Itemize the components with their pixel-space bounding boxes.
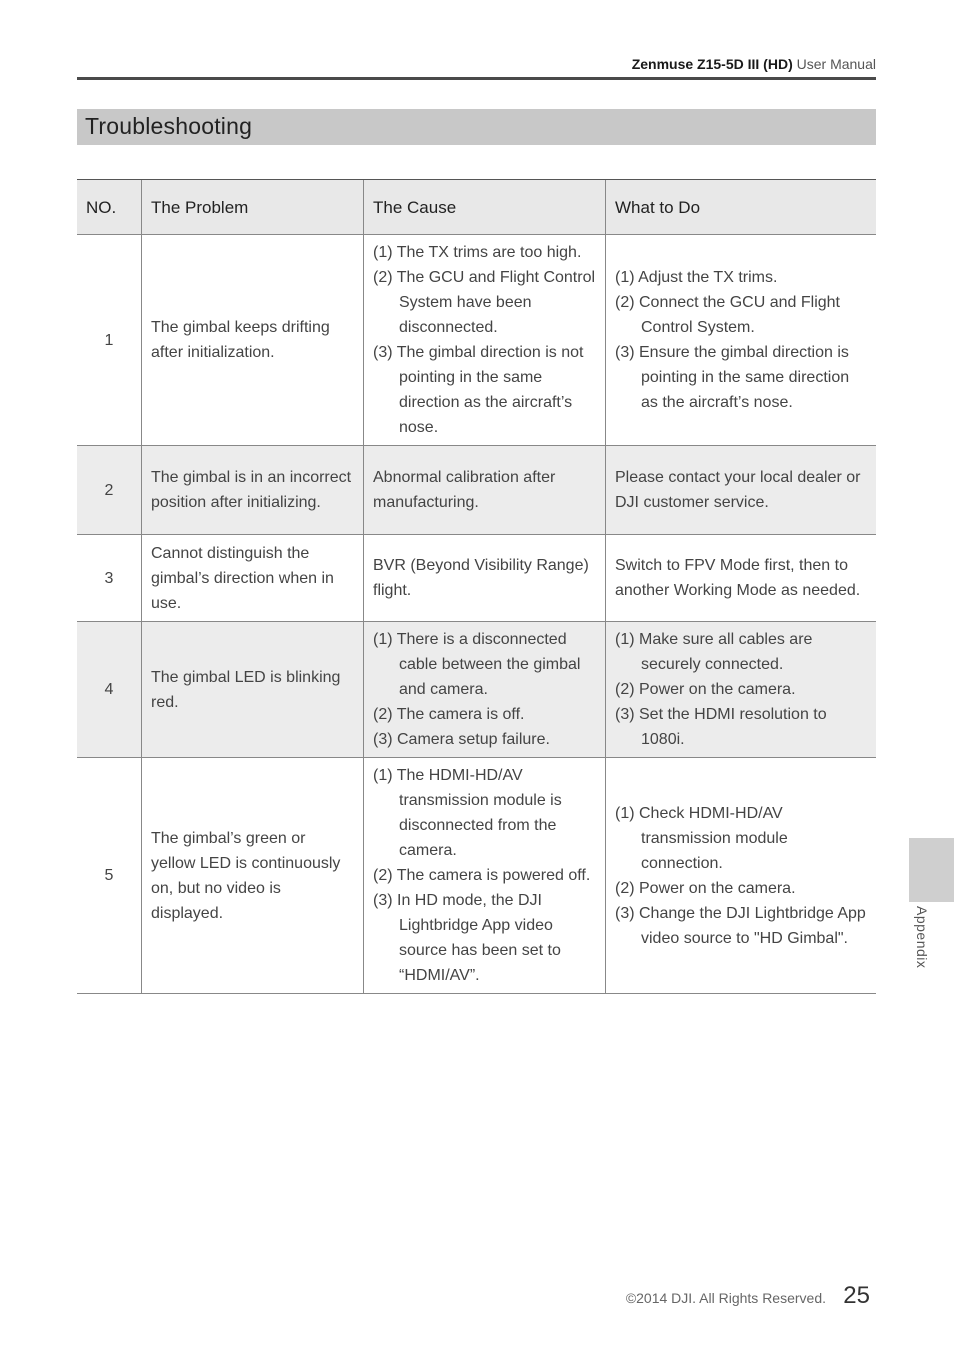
cause-item: BVR (Beyond Visibility Range) flight. — [373, 557, 589, 599]
todo-item: (1) Make sure all cables are securely connected. — [615, 631, 813, 673]
header-divider — [77, 77, 876, 80]
page-number: 25 — [843, 1282, 870, 1309]
cause-item: (3) Camera setup failure. — [373, 731, 550, 748]
row-number: 5 — [77, 758, 142, 994]
cause-item: (2) The GCU and Flight Control System have been disconnected. — [373, 269, 596, 336]
table-row — [77, 758, 876, 994]
cause-item: (3) The gimbal direction is not pointing in the same direction as the aircraft’s nose. — [373, 344, 584, 436]
troubleshooting-table — [77, 179, 876, 994]
cause-cell — [364, 235, 606, 446]
problem-cell: The gimbal keeps drifting after initialization. — [142, 235, 364, 446]
todo-item: (2) Power on the camera. — [615, 681, 796, 698]
row-number: 1 — [77, 235, 142, 446]
todo-item: Switch to FPV Mode first, then to another Working Mode as needed. — [615, 557, 861, 599]
page-footer — [560, 1282, 876, 1312]
row-number: 3 — [77, 535, 142, 622]
cause-cell — [364, 758, 606, 994]
problem-cell: The gimbal’s green or yellow LED is continuously on, but no video is displayed. — [142, 758, 364, 994]
product-name: Zenmuse Z15-5D III (HD) — [631, 56, 793, 72]
document-type: User Manual — [796, 56, 876, 72]
table-row — [77, 446, 876, 535]
column-header-cause: The Cause — [364, 180, 606, 235]
table-row — [77, 235, 876, 446]
todo-item: (2) Power on the camera. — [615, 879, 796, 897]
todo-cell — [606, 235, 877, 446]
row-number: 4 — [77, 622, 142, 758]
problem-cell: The gimbal is in an incorrect position after initializing. — [142, 446, 364, 535]
todo-item: (1) Check HDMI-HD/AV transmission module connection. — [615, 804, 788, 872]
todo-cell — [606, 622, 877, 758]
column-header-no: NO. — [77, 180, 142, 235]
row-number: 2 — [77, 446, 142, 535]
column-header-what-to-do: What to Do — [606, 180, 877, 235]
todo-item: (3) Change the DJI Lightbridge App video source to "HD Gimbal". — [615, 904, 866, 947]
todo-item: (1) Adjust the TX trims. — [615, 269, 778, 286]
table-row — [77, 535, 876, 622]
cause-item: (1) There is a disconnected cable between the gimbal and camera. — [373, 631, 581, 698]
todo-cell — [606, 446, 877, 535]
cause-item: (3) In HD mode, the DJI Lightbridge App video source has been set to “HDMI/AV”. — [373, 892, 561, 984]
cause-cell — [364, 446, 606, 535]
running-header — [77, 56, 876, 72]
section-title: Troubleshooting — [85, 113, 253, 139]
section-header-bar — [77, 109, 876, 145]
cause-item: (1) The HDMI-HD/AV transmission module is disconnected from the camera. — [373, 767, 562, 859]
todo-cell — [606, 535, 877, 622]
todo-cell — [606, 758, 877, 994]
problem-cell: The gimbal LED is blinking red. — [142, 622, 364, 758]
cause-cell — [364, 622, 606, 758]
todo-item: (2) Connect the GCU and Flight Control System. — [615, 294, 840, 336]
todo-item: (3) Set the HDMI resolution to 1080i. — [615, 706, 827, 748]
table-header-row — [77, 180, 876, 235]
cause-item: (2) The camera is powered off. — [373, 867, 591, 884]
problem-cell: Cannot distinguish the gimbal’s direction when in use. — [142, 535, 364, 622]
appendix-side-label: Appendix — [914, 906, 930, 969]
cause-item: (2) The camera is off. — [373, 706, 525, 723]
todo-item: Please contact your local dealer or DJI customer service. — [615, 469, 861, 511]
appendix-side-tab — [909, 838, 954, 902]
copyright-notice: ©2014 DJI. All Rights Reserved. — [625, 1290, 826, 1306]
todo-item: (3) Ensure the gimbal direction is pointing in the same direction as the aircraft’s nose. — [615, 344, 850, 411]
cause-item: (1) The TX trims are too high. — [373, 244, 582, 261]
cause-item: Abnormal calibration after manufacturing. — [373, 469, 556, 511]
cause-cell — [364, 535, 606, 622]
table-row — [77, 622, 876, 758]
column-header-problem: The Problem — [142, 180, 364, 235]
